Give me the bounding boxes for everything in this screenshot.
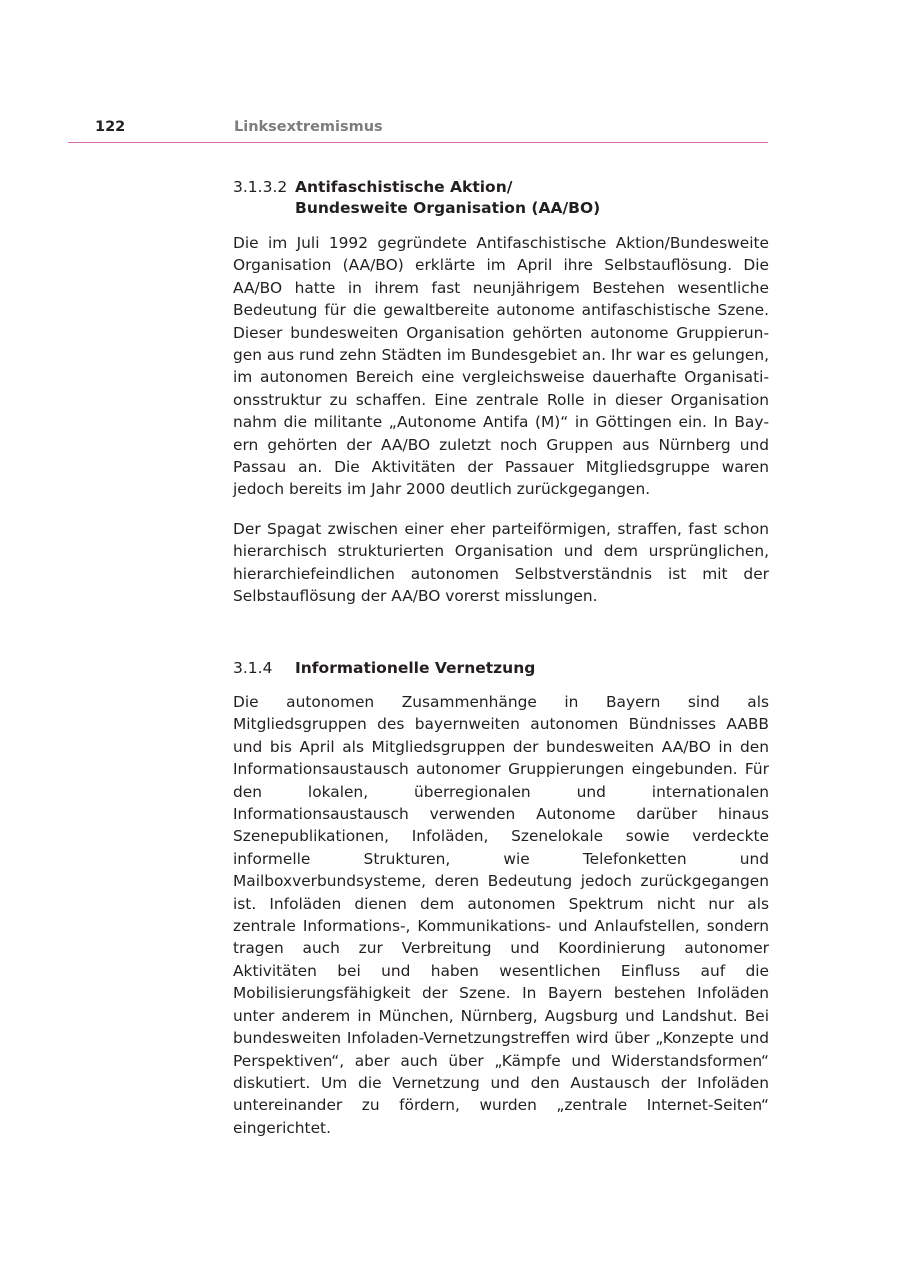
section-antifaschistische-aktion <box>233 177 769 608</box>
section-heading <box>233 658 769 679</box>
section-title: Informationelle Vernetzung <box>295 659 536 677</box>
running-title: Linksextremismus <box>234 119 383 135</box>
section-number: 3.1.4 <box>233 659 273 677</box>
section-informationelle-vernetzung <box>233 658 769 1139</box>
section-title-line-2: Bundesweite Organisation (AA/BO) <box>295 199 601 217</box>
body-paragraph: Der Spagat zwischen einer eher parteiförmigen, straffen, fast schon hierarchisch strukturierten Organisation und dem ursprünglichen, hierarchiefeindlichen autonomen Selbstverständnis ist mit der Selbstauflösung der AA/BO vorerst misslungen. <box>233 519 769 606</box>
page-number: 122 <box>95 119 126 135</box>
section-title-line-1: Antifaschistische Aktion/ <box>295 178 513 196</box>
section-heading <box>233 177 769 219</box>
page-header <box>68 116 768 143</box>
section-number: 3.1.3.2 <box>233 178 288 196</box>
body-paragraph: Die im Juli 1992 gegründete Antifaschistische Aktion/Bundesweite Organisation (AA/BO) erklärte im April ihre Selbstauflösung. Die AA/BO hatte in ihrem fast neunjährigem Bestehen wesentliche Bedeutung für die gewaltbereite autonome antifaschistische Szene. Dieser bundesweiten Organisation gehörten autonome Gruppierungen aus rund zehn Städten im Bundesgebiet an. Ihr war es gelungen, im autonomen Bereich eine vergleichsweise dauerhafte Organisationsstruktur zu schaffen. Eine zentrale Rolle in dieser Organisation nahm die militante „Autonome Antifa (M)“ in Göttingen ein. In Bayern gehörten der AA/BO zuletzt noch Gruppen aus Nürnberg und Passau an. Die Aktivitäten der Passauer Mitgliedsgruppe waren jedoch bereits im Jahr 2000 deutlich zurückgegangen. <box>233 234 769 499</box>
body-paragraph: Die autonomen Zusammenhänge in Bayern sind als Mitgliedsgruppen des bayernweiten autonomen Bündnisses AABB und bis April als Mitgliedsgruppen der bundesweiten AA/BO in den Informationsaustausch autonomer Gruppierungen eingebunden. Für den lokalen, überregionalen und internationalen Informationsaustausch verwenden Autonome darüber hinaus Szenepublikationen, Infoläden, Szenelokale sowie verdeckte informelle Strukturen, wie Telefonketten und Mailboxverbundsysteme, deren Bedeutung jedoch zurückgegangen ist. Infoläden dienen dem autonomen Spektrum nicht nur als zentrale Informations-, Kommunikations- und Anlaufstellen, sondern tragen auch zur Verbreitung und Koordinierung autonomer Aktivitäten bei und haben wesentlichen Einfluss auf die Mobilisierungsfähigkeit der Szene. In Bayern bestehen Infoläden unter anderem in München, Nürnberg, Augsburg und Landshut. Bei bundesweiten Infoladen-Vernetzungstreffen wird über „Konzepte und Perspektiven“, aber auch über „Kämpfe und Widerstandsformen“ diskutiert. Um die Vernetzung und den Austausch der Infoläden untereinander zu fördern, wurden „zentrale Internet-Seiten“ eingerichtet. <box>233 693 769 1137</box>
